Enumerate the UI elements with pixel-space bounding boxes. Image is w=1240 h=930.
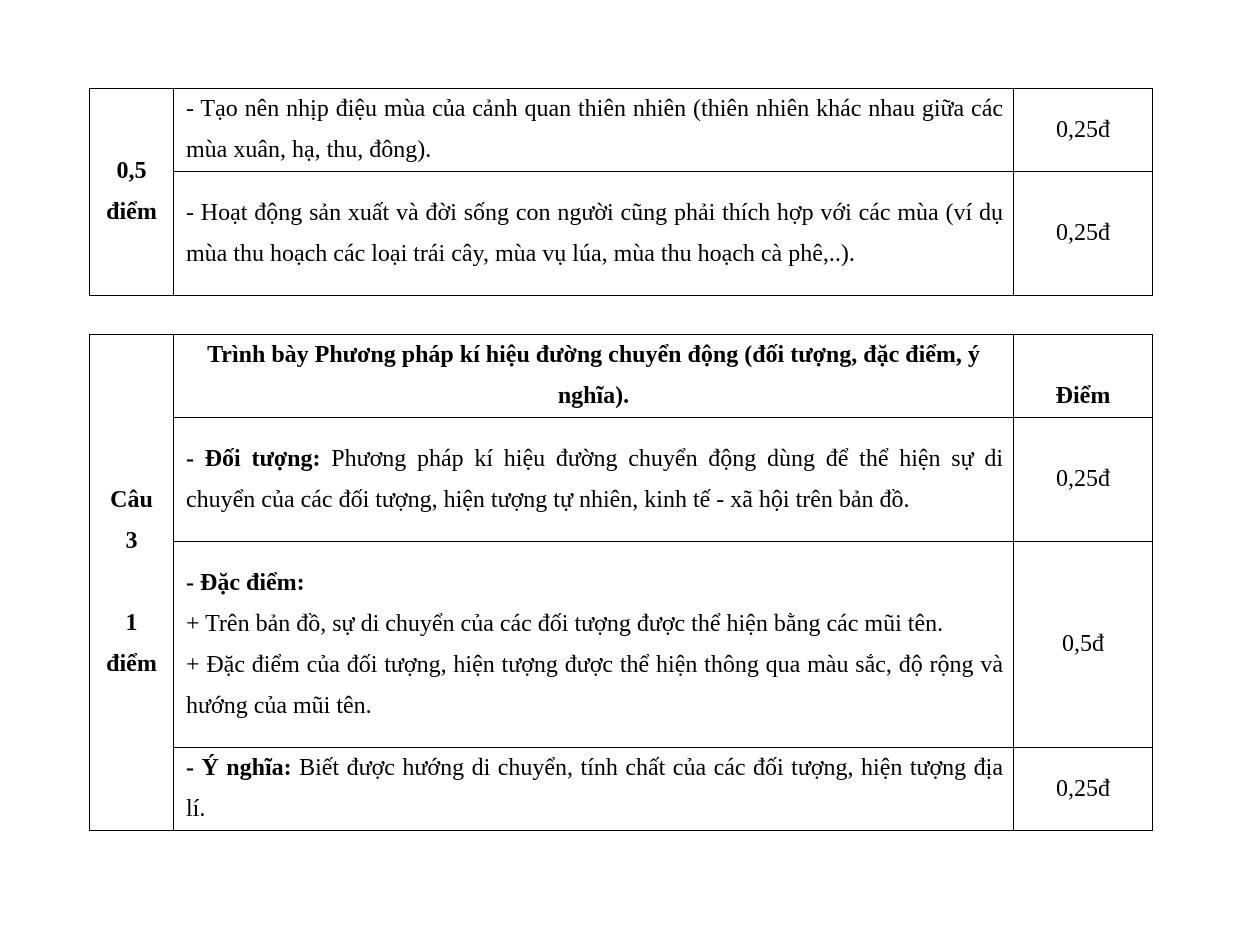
points-value: 0,5 (116, 158, 147, 184)
table-row (90, 418, 1153, 542)
grading-table-part-1 (89, 88, 1153, 296)
points-value: 1 (125, 610, 138, 636)
answer-text: Biết được hướng di chuyển, tính chất của các đối tượng, hiện tượng địa lí. (186, 755, 1003, 822)
table-header-row (90, 335, 1153, 418)
score-cell: 0,25đ (1014, 418, 1153, 542)
answer-bullet: + Trên bản đồ, sự di chuyển của các đối tượng được thể hiện bằng các mũi tên. (186, 610, 944, 637)
answer-cell (174, 748, 1014, 831)
score-column-header: Điểm (1014, 335, 1153, 418)
score-cell: 0,5đ (1014, 542, 1153, 748)
score-cell: 0,25đ (1014, 172, 1153, 296)
score-cell: 0,25đ (1014, 748, 1153, 831)
table-row (90, 748, 1153, 831)
points-label-cell (90, 89, 174, 296)
question-title: Trình bày Phương pháp kí hiệu đường chuyển động (đối tượng, đặc điểm, ý nghĩa). (174, 335, 1014, 418)
answer-label: - Đặc điểm: (186, 569, 305, 596)
table-row (90, 89, 1153, 172)
question-word: Câu (110, 487, 153, 513)
answer-cell (174, 418, 1014, 542)
score-cell: 0,25đ (1014, 89, 1153, 172)
answer-bullet: + Đặc điểm của đối tượng, hiện tượng được thể hiện thông qua màu sắc, độ rộng và hướng của mũi tên. (186, 651, 1003, 719)
answer-cell: - Hoạt động sản xuất và đời sống con người cũng phải thích hợp với các mùa (ví dụ mùa thu hoạch các loại trái cây, mùa vụ lúa, mùa thu hoạch cà phê,..). (174, 172, 1014, 296)
points-unit: điểm (106, 651, 157, 677)
answer-cell (174, 542, 1014, 748)
table-row (90, 172, 1153, 296)
table-row (90, 542, 1153, 748)
question-label-cell (90, 335, 174, 831)
grading-table-question-3 (89, 334, 1153, 831)
answer-label: - Ý nghĩa: (186, 755, 292, 781)
answer-text: Phương pháp kí hiệu đường chuyển động dùng để thể hiện sự di chuyển của các đối tượng, hiện tượng tự nhiên, kinh tế - xã hội trên bản đồ. (186, 445, 1004, 513)
answer-label: - Đối tượng: (186, 445, 321, 472)
spacer (90, 562, 173, 603)
points-unit: điểm (106, 199, 157, 225)
question-number: 3 (125, 528, 138, 554)
answer-cell: - Tạo nên nhịp điệu mùa của cảnh quan thiên nhiên (thiên nhiên khác nhau giữa các mùa xuân, hạ, thu, đông). (174, 89, 1014, 172)
